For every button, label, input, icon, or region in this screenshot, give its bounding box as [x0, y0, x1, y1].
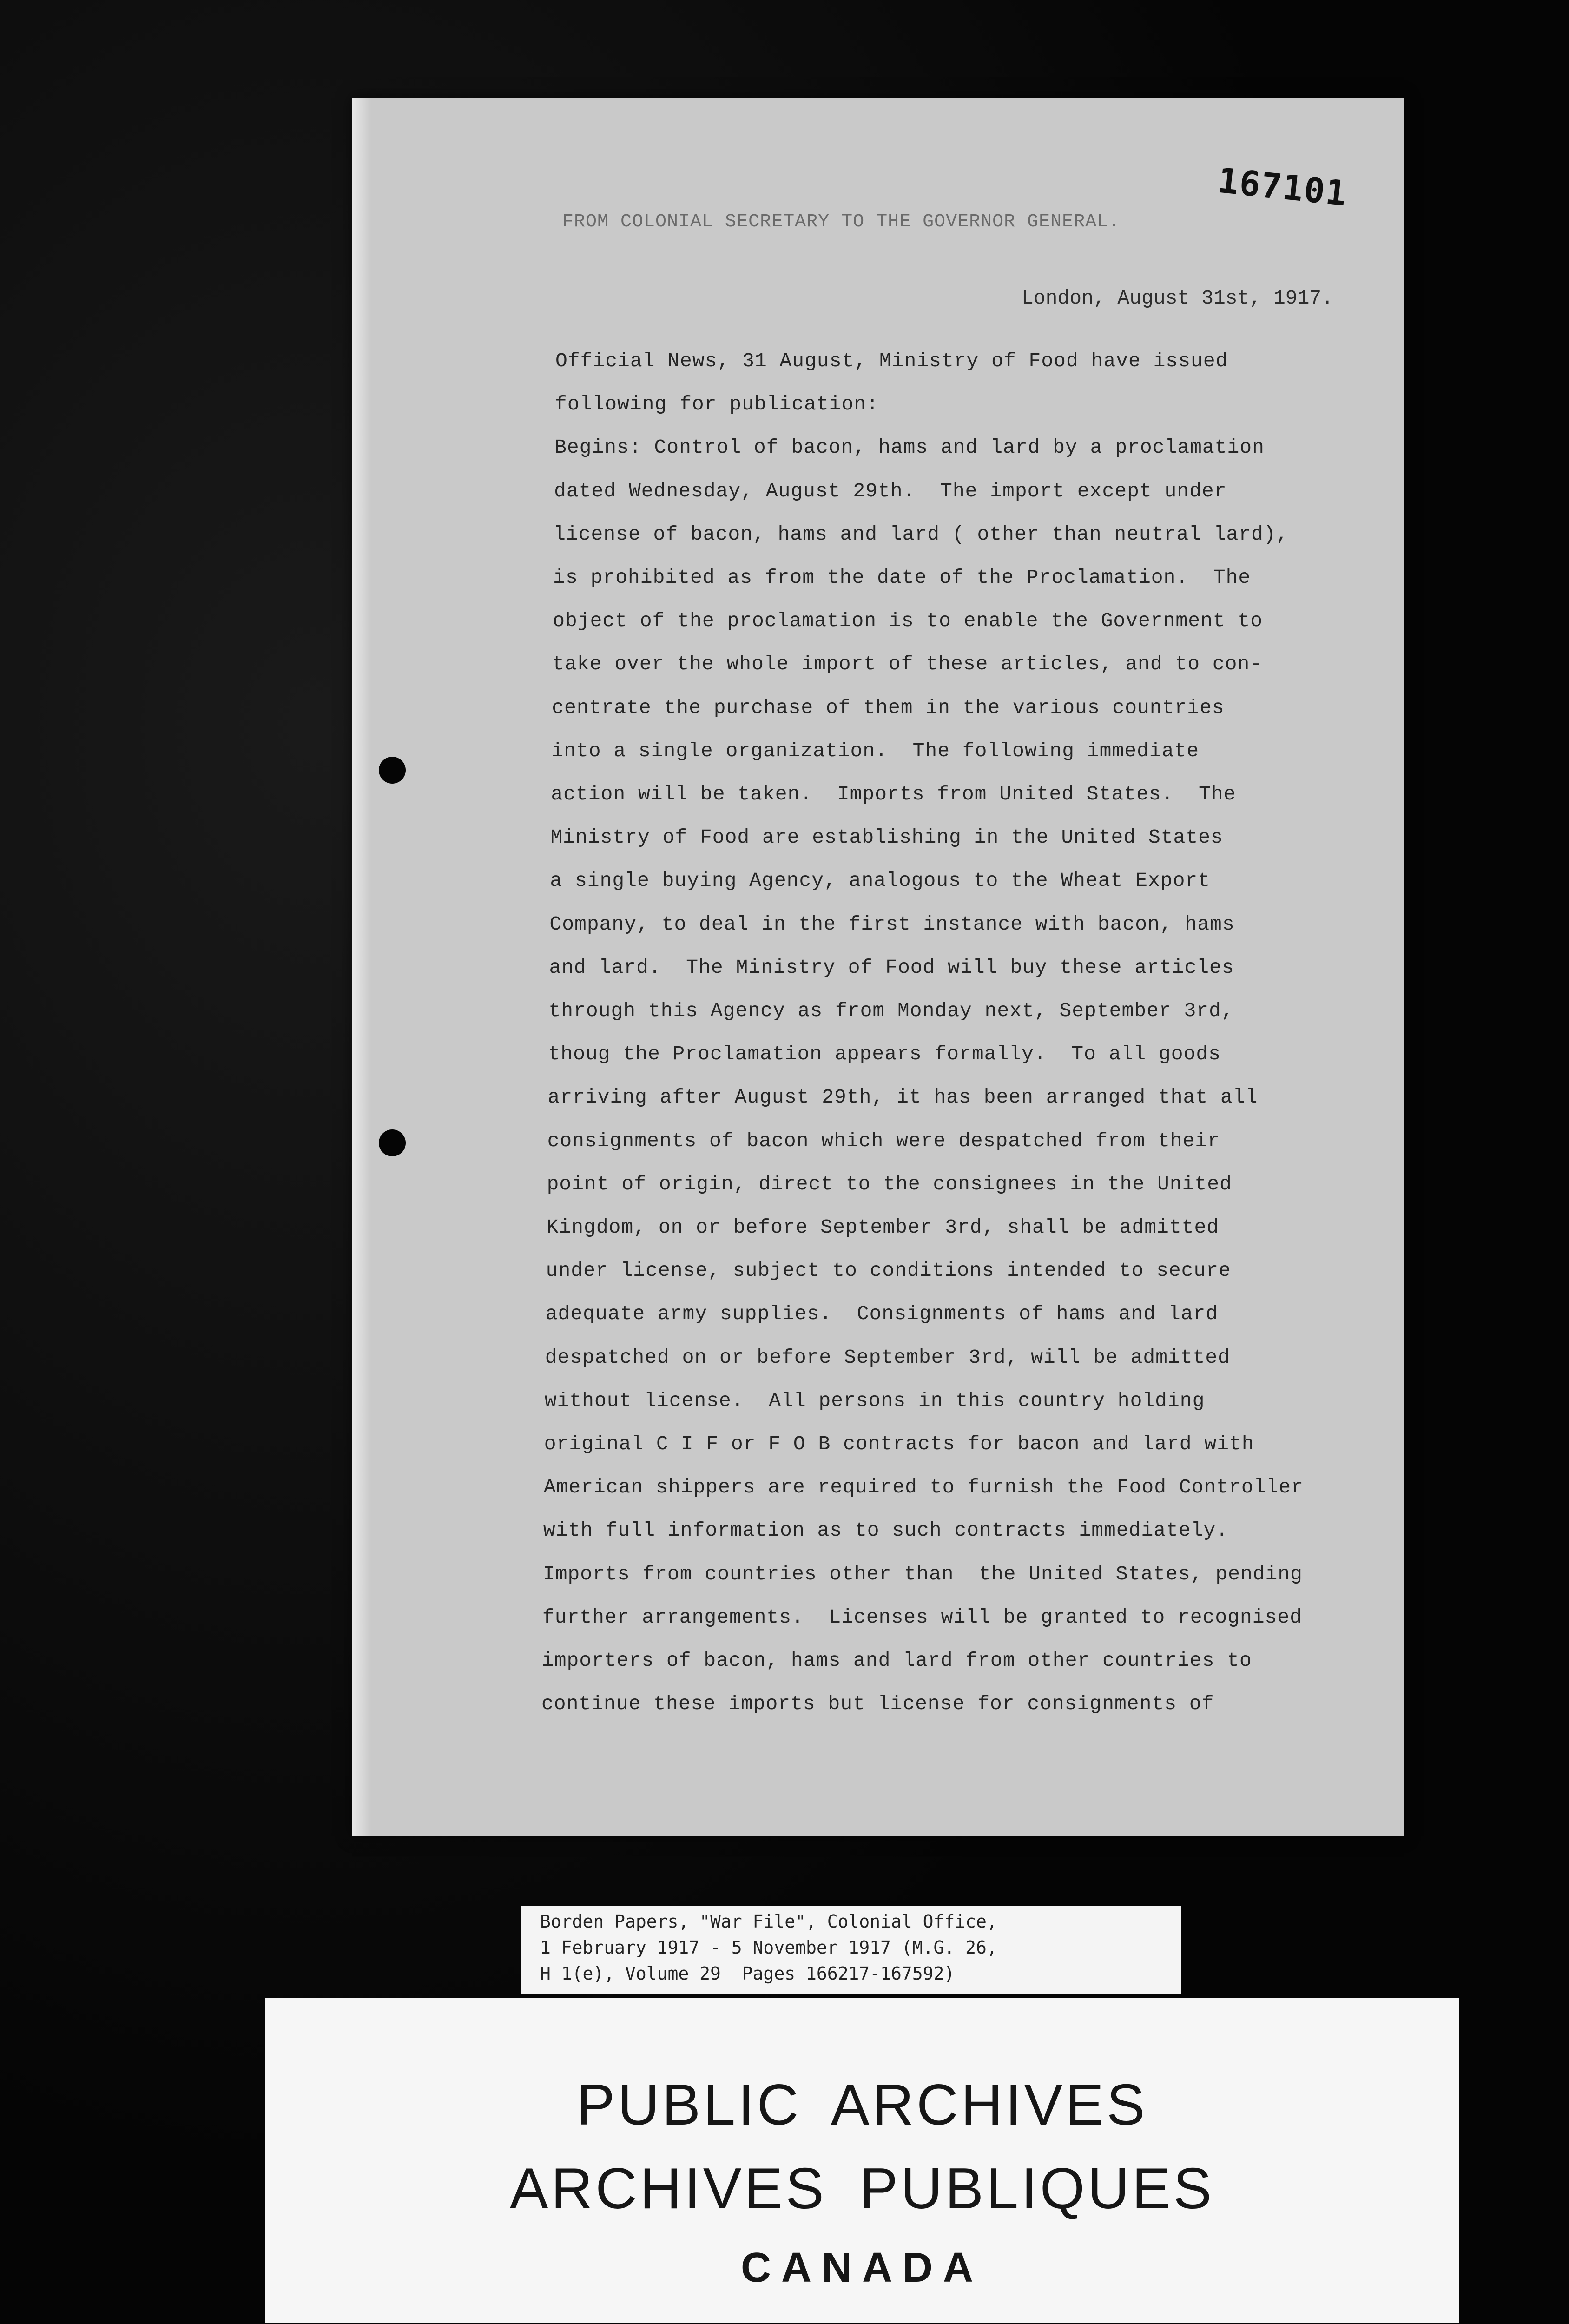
- body-line: importers of bacon, hams and lard from other countries to: [541, 1649, 1252, 1672]
- body-line: Kingdom, on or before September 3rd, shall be admitted: [546, 1216, 1220, 1239]
- body-line: dated Wednesday, August 29th. The import except under: [554, 479, 1227, 502]
- body-line: through this Agency as from Monday next, September 3rd,: [548, 999, 1234, 1022]
- banner-line-country: CANADA: [741, 2245, 983, 2291]
- archives-banner: [265, 1998, 1459, 2323]
- body-line: Company, to deal in the first instance with bacon, hams: [549, 912, 1235, 936]
- banner-line-english: PUBLIC ARCHIVES: [576, 2073, 1148, 2137]
- body-line: a single buying Agency, analogous to the Wheat Export: [550, 869, 1210, 892]
- body-line: adequate army supplies. Consignments of hams and lard: [545, 1302, 1219, 1326]
- body-line: following for publication:: [555, 393, 879, 416]
- body-line: arriving after August 29th, it has been arranged that all: [547, 1086, 1258, 1109]
- body-line: thoug the Proclamation appears formally. To all goods: [548, 1043, 1221, 1066]
- citation-line-1: Borden Papers, "War File", Colonial Office,: [540, 1911, 997, 1932]
- body-line: continue these imports but license for consignments of: [541, 1692, 1214, 1716]
- body-line: license of bacon, hams and lard ( other than neutral lard),: [554, 522, 1289, 546]
- body-line: into a single organization. The following immediate: [551, 739, 1200, 762]
- banner-line-french: ARCHIVES PUBLIQUES: [509, 2157, 1215, 2221]
- body-line: American shippers are required to furnish the Food Controller: [543, 1476, 1304, 1499]
- body-line: Begins: Control of bacon, hams and lard by a proclamation: [554, 436, 1265, 459]
- page-edge: [352, 98, 371, 1836]
- body-line: object of the proclamation is to enable the Government to: [553, 609, 1263, 633]
- body-line: point of origin, direct to the consignees in the United: [547, 1172, 1232, 1195]
- body-line: is prohibited as from the date of the Proclamation. The: [553, 566, 1251, 589]
- body-line: without license. All persons in this country holding: [544, 1389, 1205, 1412]
- body-line: with full information as to such contracts immediately.: [543, 1519, 1229, 1542]
- citation-line-3: H 1(e), Volume 29 Pages 166217-167592): [540, 1963, 955, 1984]
- body-line: centrate the purchase of them in the various countries: [552, 696, 1225, 719]
- dateline: London, August 31st, 1917.: [1022, 287, 1333, 310]
- body-line: Official News, 31 August, Ministry of Food have issued: [555, 350, 1228, 372]
- document-number: 167101: [1216, 160, 1350, 214]
- body-line: original C I F or F O B contracts for bacon and lard with: [544, 1433, 1254, 1455]
- body-line: and lard. The Ministry of Food will buy these articles: [549, 956, 1234, 979]
- body-line: Imports from countries other than the United States, pending: [542, 1562, 1303, 1585]
- citation-line-2: 1 February 1917 - 5 November 1917 (M.G. 26,: [540, 1937, 997, 1958]
- punch-hole-upper: [379, 757, 406, 784]
- telegram-heading: FROM COLONIAL SECRETARY TO THE GOVERNOR GENERAL.: [562, 211, 1121, 232]
- body-line: further arrangements. Licenses will be granted to recognised: [542, 1605, 1302, 1629]
- body-line: take over the whole import of these articles, and to con-: [552, 653, 1263, 676]
- citation-slip: [521, 1906, 1181, 1994]
- body-line: consignments of bacon which were despatched from their: [547, 1129, 1220, 1152]
- body-line: despatched on or before September 3rd, will be admitted: [545, 1346, 1230, 1369]
- punch-hole-lower: [379, 1129, 406, 1156]
- body-line: under license, subject to conditions intended to secure: [546, 1259, 1231, 1282]
- body-line: action will be taken. Imports from United States. The: [551, 783, 1236, 805]
- body-line: Ministry of Food are establishing in the United States: [550, 826, 1223, 849]
